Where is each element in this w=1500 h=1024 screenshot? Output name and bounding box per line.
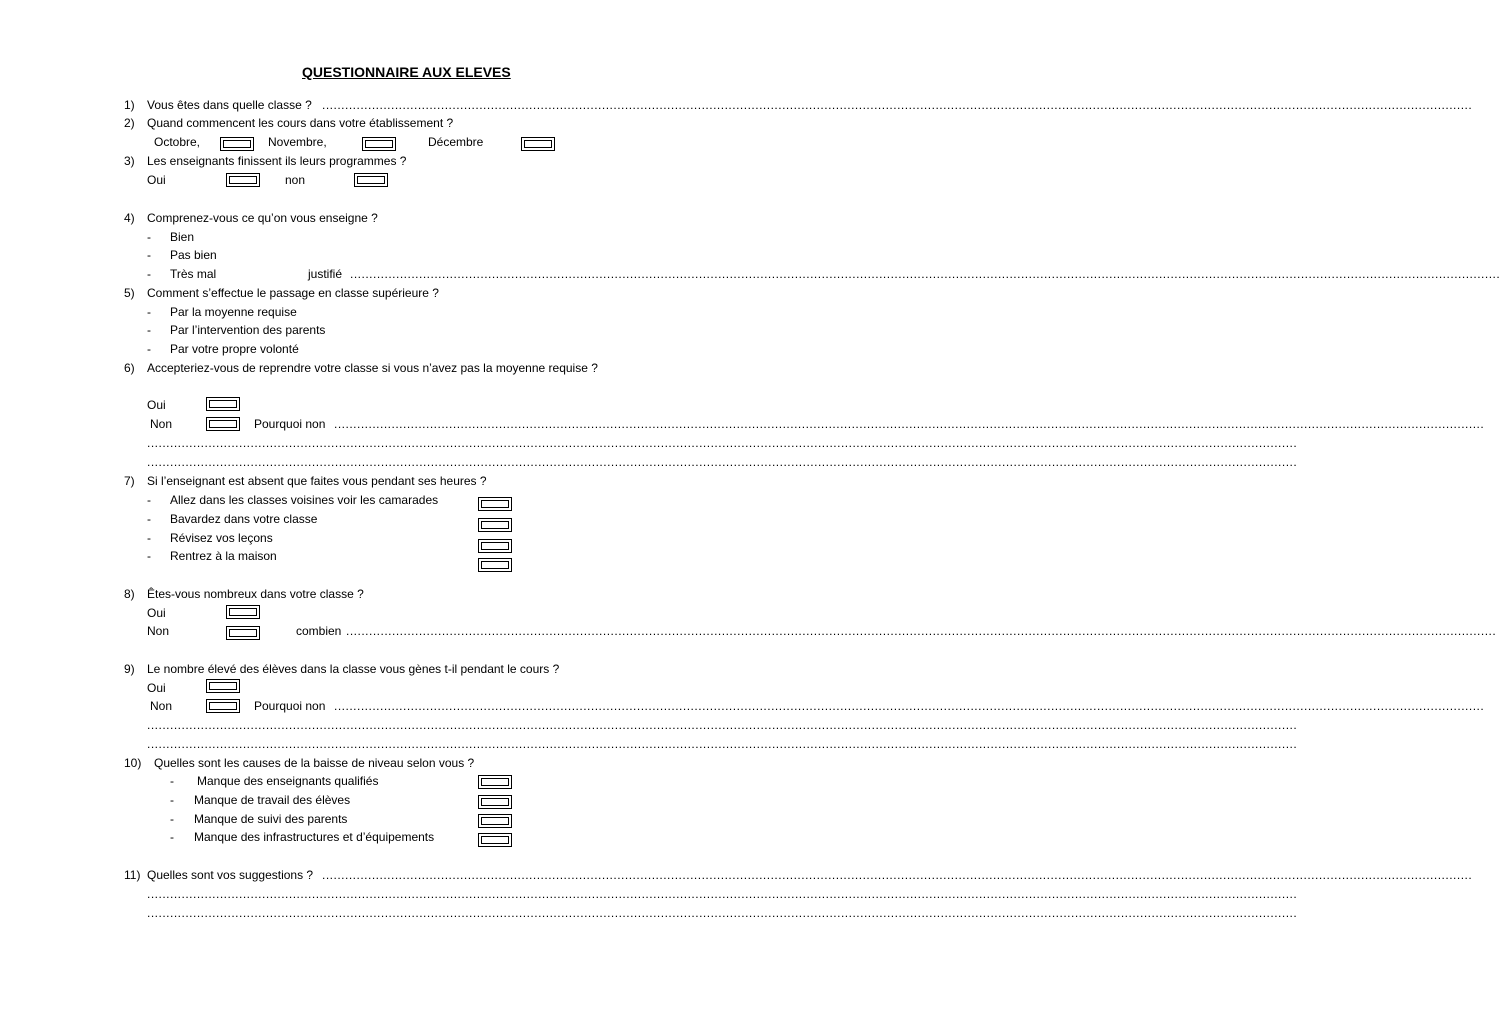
q5-option-label: Par l’intervention des parents [170,323,326,337]
q7-checkbox-1[interactable] [478,497,512,511]
q3-option-label: Oui [147,173,166,187]
q8-howmany-label: combien [296,624,342,638]
q9-text: Le nombre élevé des élèves dans la classe vous gènes t-il pendant le cours ? [147,662,560,676]
q2-text: Quand commencent les cours dans votre établissement ? [147,116,454,130]
q6-answer-line[interactable]: ............................................................................................................................................................................................................................................................................................................ [147,436,1298,450]
q6-option-label: Non [150,417,173,431]
q7-option-label: Bavardez dans votre classe [170,512,318,526]
q9-answer-line[interactable]: ............................................................................................................................................................................................................................................................................................................ [147,737,1298,751]
q7-text: Si l’enseignant est absent que faites vous pendant ses heures ? [147,474,487,488]
q1-text: Vous êtes dans quelle classe ? [147,98,312,112]
q6-number: 6) [124,361,135,375]
bullet-dash: - [170,830,174,844]
q5-number: 5) [124,286,135,300]
q3-checkbox-non[interactable] [354,173,388,187]
q11-text: Quelles sont vos suggestions ? [147,868,314,882]
q3-number: 3) [124,154,135,168]
q8-answer-line[interactable]: ............................................................................................................................................................................................................................................................................................................ [346,624,1497,638]
q9-checkbox-non[interactable] [206,699,240,713]
q4-justify-label: justifié [308,267,343,281]
q10-number: 10) [124,756,142,770]
bullet-dash: - [147,248,151,262]
q9-why-label: Pourquoi non [254,699,326,713]
q4-text: Comprenez-vous ce qu’on vous enseigne ? [147,211,378,225]
q9-checkbox-oui[interactable] [206,679,240,693]
q10-option-label: Manque des infrastructures et d’équipements [194,830,435,844]
bullet-dash: - [147,230,151,244]
bullet-dash: - [147,512,151,526]
q11-answer-line[interactable]: ............................................................................................................................................................................................................................................................................................................ [322,868,1473,882]
q5-option-label: Par votre propre volonté [170,342,299,356]
q8-checkbox-oui[interactable] [226,605,260,619]
bullet-dash: - [147,323,151,337]
bullet-dash: - [170,793,174,807]
bullet-dash: - [147,549,151,563]
q3-checkbox-oui[interactable] [226,173,260,187]
q11-answer-line[interactable]: ............................................................................................................................................................................................................................................................................................................ [147,906,1298,920]
page-title: QUESTIONNAIRE AUX ELEVES [302,64,511,80]
bullet-dash: - [147,267,151,281]
q9-number: 9) [124,662,135,676]
q4-justify-line[interactable]: ............................................................................................................................................................................................................................................................................................................ [350,267,1500,281]
q7-checkbox-4[interactable] [478,558,512,572]
q3-option-label: non [285,173,306,187]
q4-number: 4) [124,211,135,225]
q2-checkbox-octobre[interactable] [220,137,254,151]
q7-option-label: Allez dans les classes voisines voir les camarades [170,493,439,507]
q6-option-label: Oui [147,398,166,412]
q10-checkbox-2[interactable] [478,795,512,809]
q11-answer-line[interactable]: ............................................................................................................................................................................................................................................................................................................ [147,887,1298,901]
q1-number: 1) [124,98,135,112]
q1-answer-line[interactable]: ............................................................................................................................................................................................................................................................................................................ [322,98,1473,112]
bullet-dash: - [170,774,174,788]
q8-number: 8) [124,587,135,601]
q4-option-label: Bien [170,230,195,244]
q10-option-label: Manque de travail des élèves [194,793,351,807]
q2-number: 2) [124,116,135,130]
q10-text: Quelles sont les causes de la baisse de niveau selon vous ? [154,756,475,770]
bullet-dash: - [147,342,151,356]
q11-number: 11) [124,868,141,882]
q2-option-label: Novembre, [268,135,327,149]
q6-checkbox-oui[interactable] [206,397,240,411]
q10-checkbox-1[interactable] [478,775,512,789]
q7-option-label: Rentrez à la maison [170,549,277,563]
q7-number: 7) [124,474,135,488]
q10-option-label: Manque des enseignants qualifiés [197,774,379,788]
bullet-dash: - [147,305,151,319]
q6-checkbox-non[interactable] [206,417,240,431]
q3-text: Les enseignants finissent ils leurs programmes ? [147,154,407,168]
q6-text: Accepteriez-vous de reprendre votre classe si vous n’avez pas la moyenne requise ? [147,361,598,375]
q6-answer-line[interactable]: ............................................................................................................................................................................................................................................................................................................ [334,417,1485,431]
q9-option-label: Non [150,699,173,713]
q6-why-label: Pourquoi non [254,417,326,431]
q5-text: Comment s’effectue le passage en classe supérieure ? [147,286,439,300]
q8-checkbox-non[interactable] [226,626,260,640]
q9-option-label: Oui [147,681,166,695]
q9-answer-line[interactable]: ............................................................................................................................................................................................................................................................................................................ [147,718,1298,732]
q10-checkbox-4[interactable] [478,833,512,847]
q10-option-label: Manque de suivi des parents [194,812,348,826]
q4-option-label: Pas bien [170,248,217,262]
q5-option-label: Par la moyenne requise [170,305,297,319]
q9-answer-line[interactable]: ............................................................................................................................................................................................................................................................................................................ [334,699,1485,713]
q8-text: Êtes-vous nombreux dans votre classe ? [147,587,364,601]
bullet-dash: - [147,493,151,507]
q2-option-label: Décembre [428,135,484,149]
q8-option-label: Oui [147,606,166,620]
q6-answer-line[interactable]: ............................................................................................................................................................................................................................................................................................................ [147,455,1298,469]
q10-checkbox-3[interactable] [478,814,512,828]
q4-option-label: Très mal [170,267,217,281]
q2-option-label: Octobre, [154,135,201,149]
q7-checkbox-2[interactable] [478,518,512,532]
q8-option-label: Non [147,624,170,638]
bullet-dash: - [170,812,174,826]
q7-option-label: Révisez vos leçons [170,531,273,545]
q7-checkbox-3[interactable] [478,539,512,553]
q2-checkbox-decembre[interactable] [521,137,555,151]
bullet-dash: - [147,531,151,545]
q2-checkbox-novembre[interactable] [362,137,396,151]
